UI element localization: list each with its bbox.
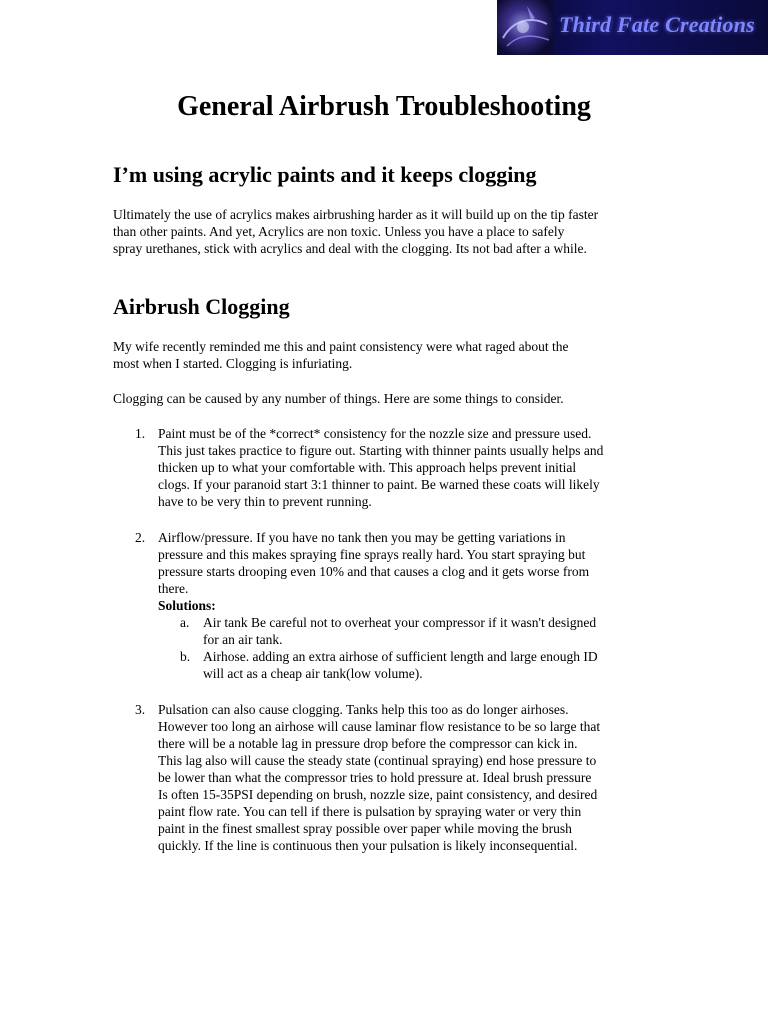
solution-line: Air tank Be careful not to overheat your compressor if it wasn't designed bbox=[203, 615, 597, 630]
list-line: be lower than what the compressor tries to hold pressure at. Ideal brush pressure bbox=[158, 770, 592, 785]
paragraph-line: than other paints. And yet, Acrylics are non toxic. Unless you have a place to safely bbox=[113, 224, 565, 239]
clogging-lead bbox=[113, 390, 673, 407]
list-item-1 bbox=[113, 425, 713, 510]
list-line: pressure starts drooping even 10% and that causes a clog and it gets worse from bbox=[158, 564, 590, 579]
list-line: This lag also will cause the steady state (continual spraying) end hose pressure to bbox=[158, 753, 597, 768]
list-line: However too long an airhose will cause laminar flow resistance to be so large that bbox=[158, 719, 601, 734]
list-line: paint flow rate. You can tell if there is pulsation by spraying water or very thin bbox=[158, 804, 582, 819]
paragraph-line: spray urethanes, stick with acrylics and deal with the clogging. Its not bad after a while. bbox=[113, 241, 587, 256]
list-line: have to be very thin to prevent running. bbox=[158, 494, 372, 509]
solution-a bbox=[158, 614, 713, 648]
list-line: pressure and this makes spraying fine sprays really hard. You start spraying but bbox=[158, 547, 586, 562]
solution-line: Airhose. adding an extra airhose of sufficient length and large enough ID bbox=[203, 649, 598, 664]
solution-letter: b. bbox=[180, 649, 191, 664]
site-banner bbox=[497, 0, 768, 55]
solution-b bbox=[158, 648, 713, 682]
banner-title: Third Fate Creations bbox=[559, 12, 755, 37]
list-line: quickly. If the line is continuous then your pulsation is likely inconsequential. bbox=[158, 838, 578, 853]
acrylic-paragraph bbox=[113, 206, 673, 257]
list-line: paint in the finest smallest spray possible over paper while moving the brush bbox=[158, 821, 572, 836]
page-title: General Airbrush Troubleshooting bbox=[177, 91, 591, 122]
list-line: Airflow/pressure. If you have no tank then you may be getting variations in bbox=[158, 530, 566, 545]
list-line: Is often 15-35PSI depending on brush, nozzle size, paint consistency, and desired bbox=[158, 787, 598, 802]
list-number: 3. bbox=[135, 702, 146, 717]
solution-line: for an air tank. bbox=[203, 632, 283, 647]
section-heading-acrylic: I’m using acrylic paints and it keeps clogging bbox=[113, 162, 537, 187]
list-line: This just takes practice to figure out. Starting with thinner paints usually helps and bbox=[158, 443, 604, 458]
solution-line: will act as a cheap air tank(low volume). bbox=[203, 666, 423, 681]
list-item-3 bbox=[113, 701, 713, 854]
list-line: there will be a notable lag in pressure drop before the compressor can kick in. bbox=[158, 736, 578, 751]
paragraph-line: most when I started. Clogging is infuriating. bbox=[113, 356, 353, 371]
solution-letter: a. bbox=[180, 615, 190, 630]
list-item-2 bbox=[113, 529, 713, 682]
section-heading-clogging: Airbrush Clogging bbox=[113, 294, 290, 319]
list-line: Pulsation can also cause clogging. Tanks help this too as do longer airhoses. bbox=[158, 702, 569, 717]
paragraph-line: My wife recently reminded me this and paint consistency were what raged about the bbox=[113, 339, 569, 354]
paragraph-line: Clogging can be caused by any number of things. Here are some things to consider. bbox=[113, 391, 564, 406]
list-line: there. bbox=[158, 581, 189, 596]
solutions-label: Solutions: bbox=[158, 598, 216, 613]
logo-image bbox=[497, 0, 553, 55]
list-line: thicken up to what your comfortable with. This approach helps prevent initial bbox=[158, 460, 577, 475]
clogging-intro bbox=[113, 338, 673, 372]
list-line: Paint must be of the *correct* consistency for the nozzle size and pressure used. bbox=[158, 426, 592, 441]
paragraph-line: Ultimately the use of acrylics makes airbrushing harder as it will build up on the tip faster bbox=[113, 207, 599, 222]
list-number: 1. bbox=[135, 426, 146, 441]
list-number: 2. bbox=[135, 530, 146, 545]
list-line: clogs. If your paranoid start 3:1 thinner to paint. Be warned these coats will likely bbox=[158, 477, 600, 492]
